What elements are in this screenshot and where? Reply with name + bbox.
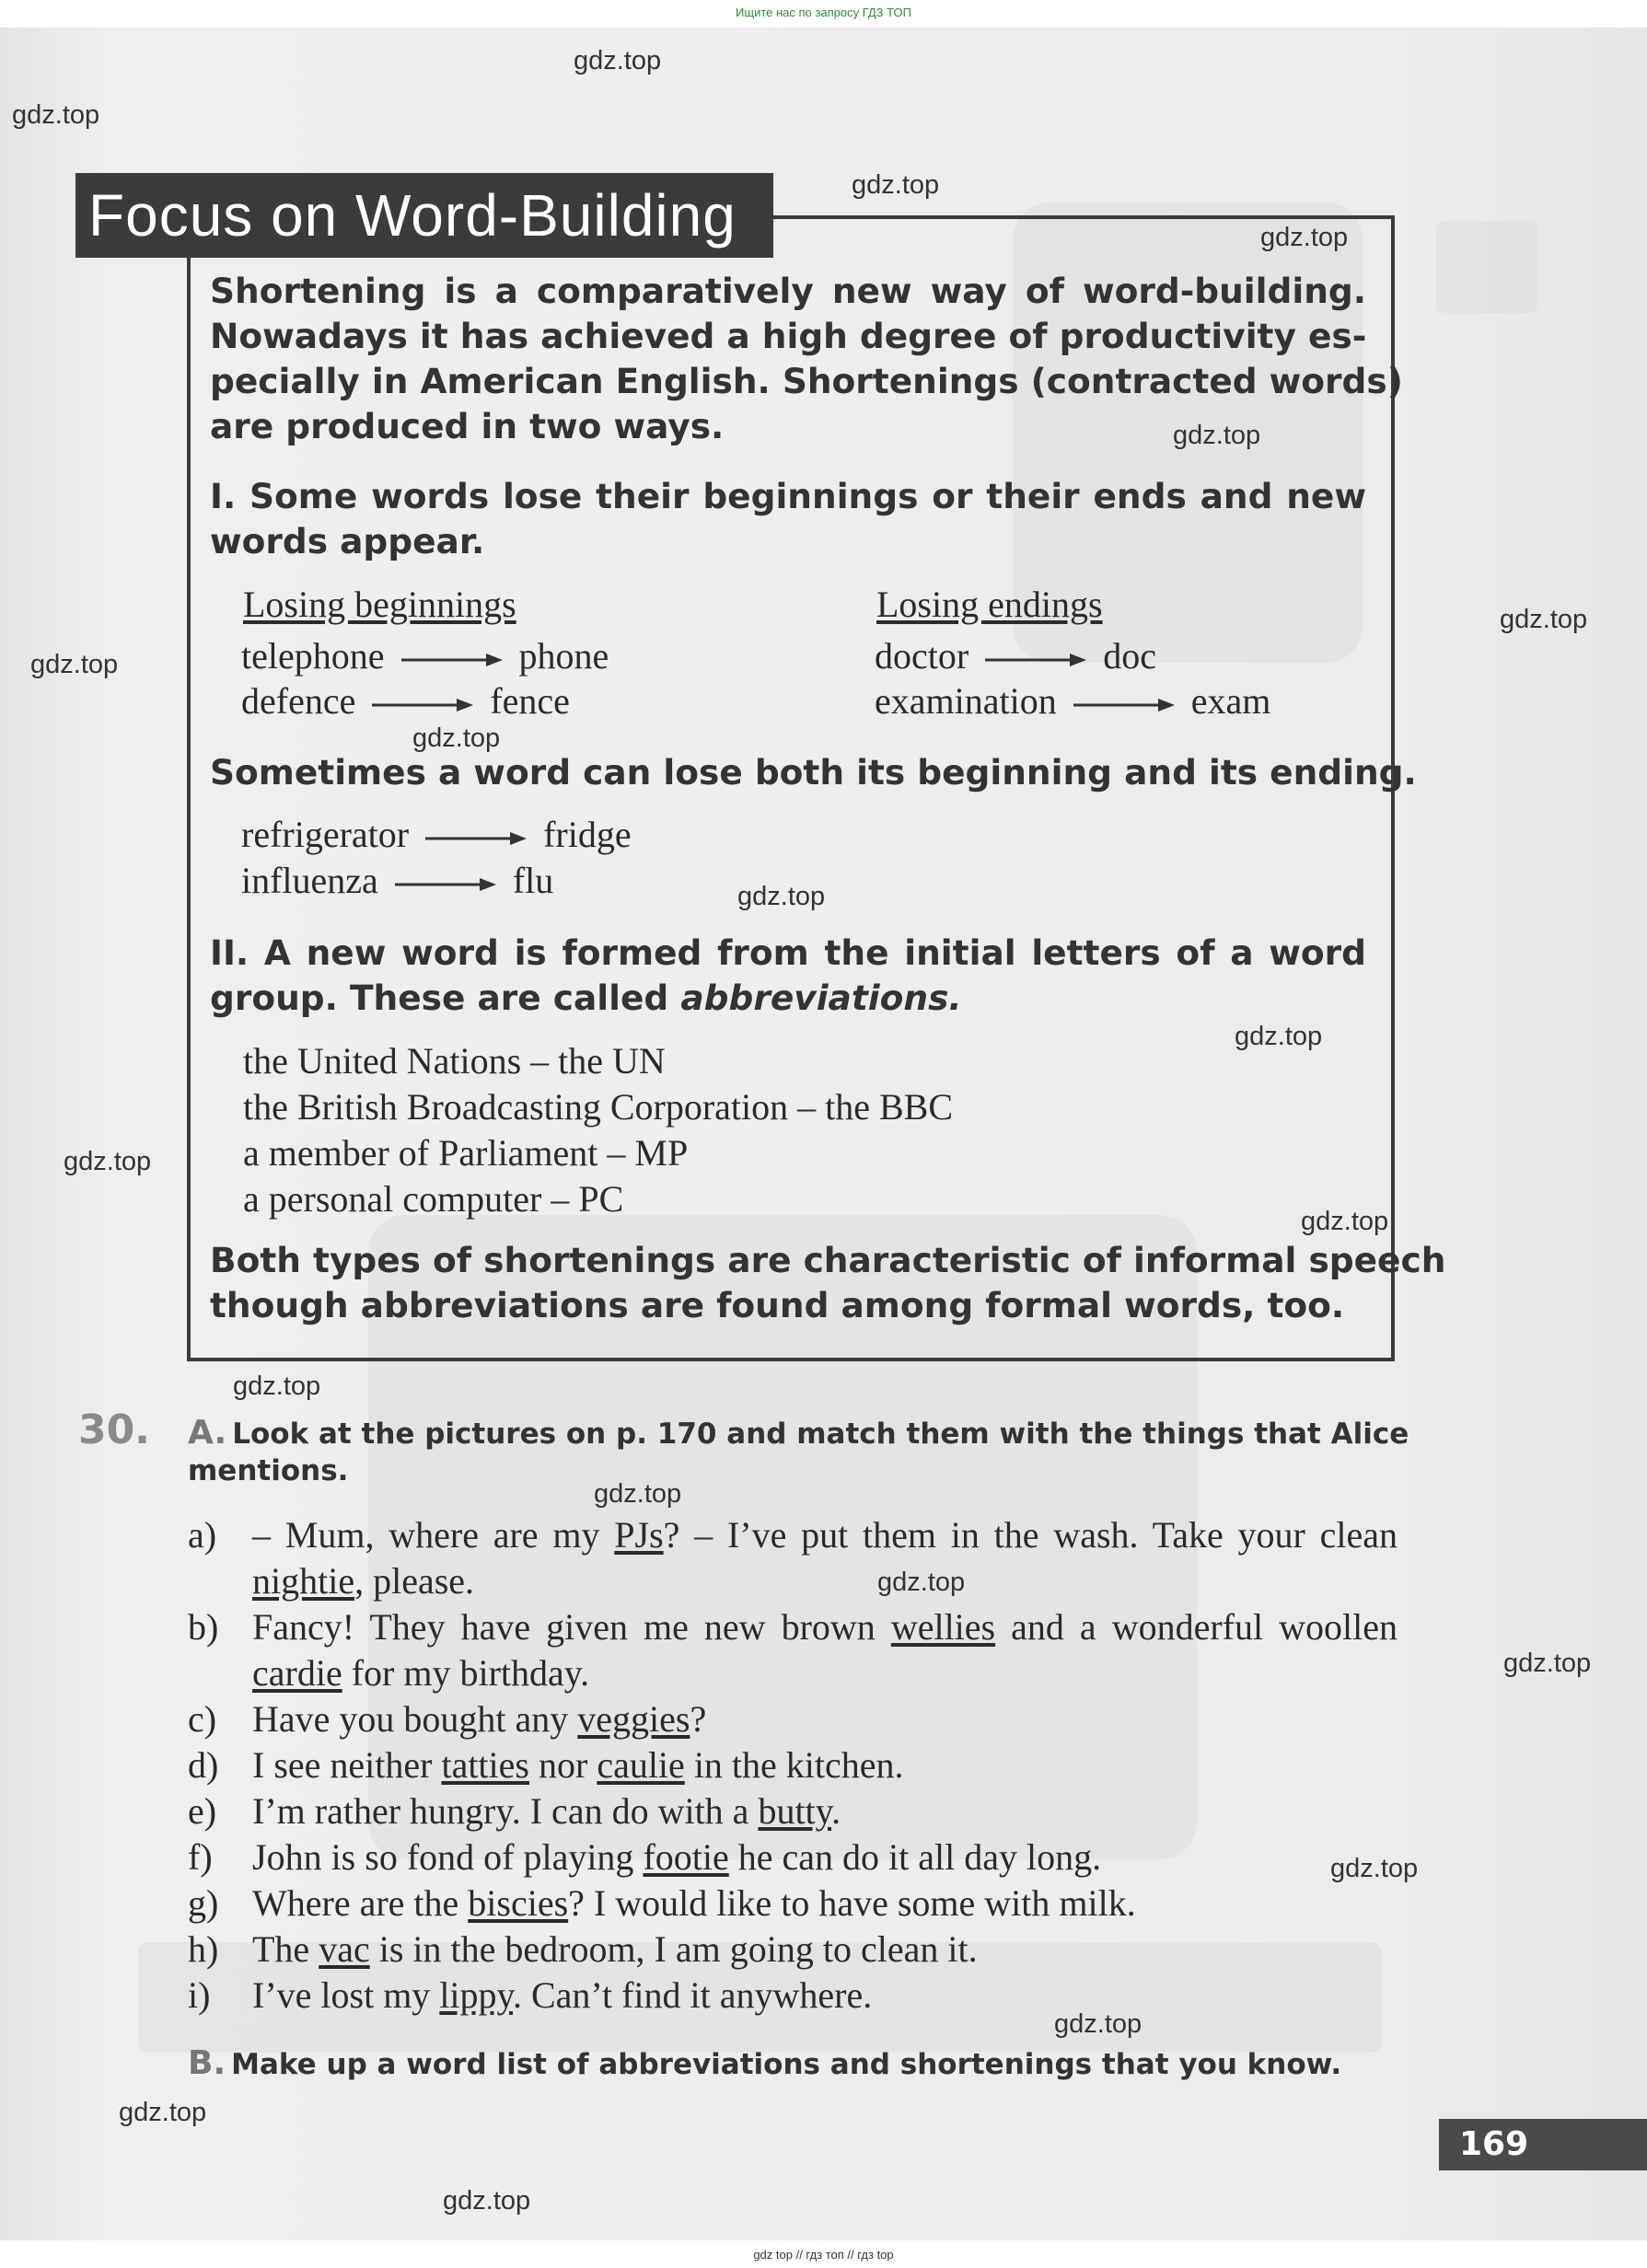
- item-text-part: , please.: [354, 1560, 475, 1602]
- shortened-word: butty: [758, 1790, 832, 1832]
- bottom-banner-text: gdz top // гдз топ // гдз top: [753, 2248, 894, 2262]
- item-label: i): [188, 1974, 211, 2016]
- abbreviation-example: the United Nations – the UN: [243, 1040, 666, 1082]
- watermark: gdz.top: [1503, 1649, 1592, 1678]
- watermark: gdz.top: [737, 882, 826, 911]
- losing-beginnings-heading: Losing beginnings: [243, 584, 516, 625]
- watermark: gdz.top: [1054, 2009, 1142, 2039]
- part-b-letter: B.: [188, 2044, 226, 2082]
- shortened-word: biscies: [468, 1882, 569, 1924]
- item-text-part: Have you bought any: [252, 1698, 578, 1740]
- item-text-part: The: [252, 1928, 319, 1970]
- list-item: [188, 1788, 1398, 1834]
- arrow-icon: [395, 877, 496, 892]
- abbreviation-example: a personal computer – PC: [243, 1178, 624, 1220]
- short-word: fence: [490, 680, 570, 722]
- item-text-part: is in the bedroom, I am going to clean it.: [369, 1928, 978, 1970]
- item-text: [252, 1788, 1398, 1834]
- item-text-part: – Mum, where are my: [252, 1514, 615, 1556]
- intro-line: Shortening is a comparatively new way of word-building.: [210, 271, 1366, 311]
- short-word: exam: [1190, 680, 1271, 722]
- intro-line: Nowadays it has achieved a high degree of productivity es-: [210, 316, 1367, 356]
- exercise-number: 30.: [78, 1406, 150, 1453]
- watermark: gdz.top: [119, 2098, 207, 2127]
- full-word: telephone: [241, 635, 385, 677]
- arrow-icon: [372, 698, 473, 712]
- watermark: gdz.top: [594, 1479, 682, 1509]
- item-label: a): [188, 1514, 217, 1556]
- item-text: [252, 1927, 1398, 1973]
- watermark: gdz.top: [64, 1147, 152, 1176]
- rule-two: [210, 931, 1366, 1021]
- exercise-instruction: [188, 1414, 1409, 1489]
- list-item: [188, 1742, 1398, 1788]
- short-word: fridge: [543, 814, 632, 855]
- top-banner: [0, 0, 1647, 28]
- instruction-text: Make up a word list of abbreviations and shortenings that you know.: [231, 2048, 1342, 2081]
- shortened-word: footie: [643, 1836, 729, 1878]
- watermark: gdz.top: [1260, 223, 1349, 252]
- item-text-part: I’m rather hungry. I can do with a: [252, 1790, 759, 1832]
- item-text-part: he can do it all day long.: [728, 1836, 1102, 1878]
- losing-endings-heading: Losing endings: [876, 584, 1103, 625]
- watermark: gdz.top: [1500, 605, 1588, 634]
- short-word: flu: [512, 860, 554, 901]
- rule-two-text: group. These are called: [210, 978, 681, 1018]
- rule-one-line: words appear.: [210, 521, 485, 561]
- abbreviation-example: a member of Parliament – MP: [243, 1132, 689, 1174]
- item-text: [252, 1696, 1398, 1742]
- watermark: gdz.top: [1301, 1207, 1389, 1236]
- item-label: e): [188, 1790, 217, 1832]
- watermark: gdz.top: [1330, 1854, 1419, 1883]
- rule-one: [210, 474, 1366, 564]
- instruction-line: [188, 2045, 1398, 2083]
- page-number: 169: [1439, 2119, 1647, 2170]
- both-rule: [210, 750, 1417, 795]
- focus-title: Focus on Word-Building: [75, 173, 773, 258]
- part-b-instruction: [188, 2045, 1398, 2083]
- item-label: d): [188, 1744, 219, 1786]
- shortening-example: [241, 633, 609, 679]
- shortened-word: PJs: [614, 1514, 664, 1556]
- abbreviations-term: abbreviations.: [680, 978, 962, 1018]
- instruction-line: mentions.: [188, 1454, 349, 1487]
- closing-line: Both types of shortenings are characteristic of informal speech: [210, 1240, 1446, 1280]
- shortened-word: lippy: [439, 1974, 513, 2016]
- instruction-text: Look at the pictures on p. 170 and match them with the things that Alice: [232, 1418, 1409, 1451]
- shortened-word: vac: [319, 1928, 370, 1970]
- item-text-part: I’ve lost my: [252, 1974, 440, 2016]
- item-text-part: ?: [690, 1698, 707, 1740]
- arrow-icon: [401, 653, 503, 667]
- watermark: gdz.top: [877, 1568, 966, 1597]
- item-text: [252, 1880, 1398, 1927]
- watermark: gdz.top: [1173, 421, 1261, 450]
- both-rule-line: Sometimes a word can lose both its beginning and its ending.: [210, 752, 1417, 793]
- shortened-word: cardie: [252, 1652, 342, 1694]
- watermark: gdz.top: [443, 2186, 531, 2216]
- item-text-part: Fancy! They have given me new brown: [252, 1606, 891, 1648]
- item-text-part: . Can’t find it anywhere.: [512, 1974, 873, 2016]
- abbreviation-example: the British Broadcasting Corporation – the BBC: [243, 1086, 954, 1128]
- full-word: examination: [875, 680, 1057, 722]
- intro-line: are produced in two ways.: [210, 406, 725, 446]
- part-a-letter: A.: [188, 1414, 227, 1452]
- list-item: [188, 1927, 1398, 1973]
- shortening-example: [241, 858, 553, 904]
- arrow-icon: [985, 653, 1086, 667]
- shortening-example: [875, 633, 1156, 679]
- arrow-icon: [425, 831, 527, 846]
- shortening-example: [875, 678, 1270, 724]
- item-label: c): [188, 1698, 217, 1740]
- list-item: [188, 1973, 1398, 2019]
- watermark: gdz.top: [574, 46, 662, 75]
- item-text-part: in the kitchen.: [684, 1744, 904, 1786]
- shortened-word: tatties: [441, 1744, 529, 1786]
- item-text-part: ? I would like to have some with milk.: [568, 1882, 1136, 1924]
- watermark: gdz.top: [30, 650, 119, 679]
- list-item: [188, 1880, 1398, 1927]
- list-item: [188, 1604, 1398, 1696]
- top-banner-text: Ищите нас по запросу ГДЗ ТОП: [736, 6, 911, 19]
- item-text-part: for my birthday.: [342, 1652, 590, 1694]
- shortened-word: wellies: [890, 1606, 996, 1648]
- instruction-line: [188, 1414, 1409, 1452]
- full-word: refrigerator: [241, 814, 410, 855]
- item-text: [252, 1973, 1398, 2019]
- closing-line: though abbreviations are found among formal words, too.: [210, 1285, 1345, 1325]
- shortened-word: veggies: [577, 1698, 690, 1740]
- item-text-part: I see neither: [252, 1744, 442, 1786]
- list-item: [188, 1696, 1398, 1742]
- item-text-part: nor: [528, 1744, 597, 1786]
- full-word: doctor: [875, 635, 969, 677]
- faded-illustration: [1436, 221, 1537, 313]
- item-text-part: Where are the: [252, 1882, 469, 1924]
- item-text-part: .: [831, 1790, 841, 1832]
- full-word: defence: [241, 680, 356, 722]
- list-item: [188, 1834, 1398, 1880]
- arrow-icon: [1073, 698, 1175, 712]
- shortened-word: nightie: [252, 1560, 355, 1602]
- short-word: phone: [518, 635, 609, 677]
- list-item: [188, 1512, 1398, 1604]
- item-text-part: John is so fond of playing: [252, 1836, 644, 1878]
- watermark: gdz.top: [233, 1371, 321, 1401]
- short-word: doc: [1103, 635, 1156, 677]
- watermark: gdz.top: [1235, 1022, 1323, 1051]
- shortened-word: caulie: [597, 1744, 685, 1786]
- intro-line: pecially in American English. Shortenings (contracted words): [210, 361, 1403, 401]
- exercise-items: [188, 1512, 1398, 2019]
- item-label: h): [188, 1928, 219, 1970]
- item-text: [252, 1604, 1398, 1696]
- rule-one-line: I. Some words lose their beginnings or their ends and new: [210, 476, 1366, 516]
- rule-two-line: II. A new word is formed from the initial letters of a word: [210, 932, 1366, 973]
- shortening-example: [241, 678, 570, 724]
- item-label: g): [188, 1882, 219, 1924]
- item-text: [252, 1742, 1398, 1788]
- watermark: gdz.top: [12, 100, 100, 130]
- watermark: gdz.top: [852, 170, 940, 200]
- rule-two-line: [210, 976, 1366, 1021]
- item-text: [252, 1512, 1398, 1604]
- item-label: b): [188, 1606, 219, 1648]
- item-label: f): [188, 1836, 213, 1878]
- item-text-part: ? – I’ve put them in the wash. Take your clean: [663, 1514, 1398, 1556]
- item-text: [252, 1834, 1398, 1880]
- full-word: influenza: [241, 860, 378, 901]
- closing-paragraph: [210, 1238, 1446, 1328]
- item-text-part: and a wonderful woollen: [995, 1606, 1398, 1648]
- shortening-example: [241, 812, 632, 858]
- bottom-banner: [0, 2240, 1647, 2268]
- watermark: gdz.top: [412, 723, 501, 753]
